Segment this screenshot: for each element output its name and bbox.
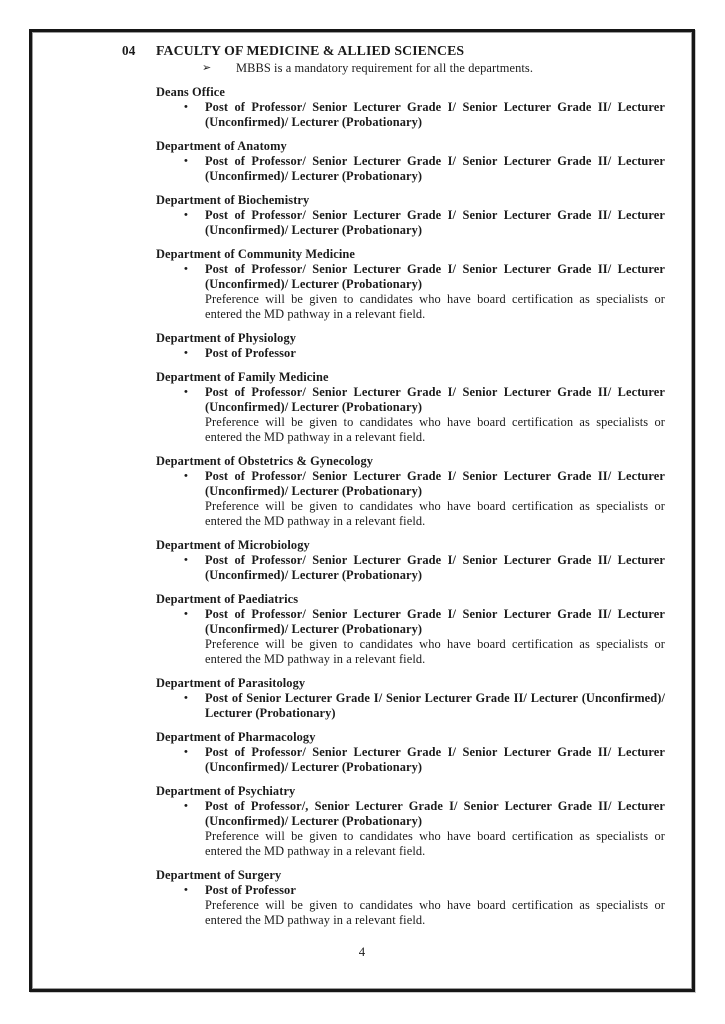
bullet-icon: • [184, 101, 188, 113]
page-number: 4 [358, 945, 366, 959]
general-note-text: MBBS is a mandatory requirement for all the departments. [236, 61, 534, 75]
post-text: Post of Professor/ Senior Lecturer Grade I/ Senior Lecturer Grade II/ Lecturer (Unconfirmed)/ Lecturer (Probationary) [205, 469, 665, 498]
department-heading: Department of Surgery [156, 868, 282, 882]
preference-note: Preference will be given to candidates who have board certification as specialists or entered the MD pathway in a relevant field. [205, 499, 665, 528]
post-text: Post of Senior Lecturer Grade I/ Senior Lecturer Grade II/ Lecturer (Unconfirmed)/ Lecturer (Probationary) [205, 691, 665, 720]
department-section [156, 868, 665, 928]
post-text: Post of Professor [205, 883, 296, 897]
post-bullet-row [184, 208, 665, 238]
department-section [156, 676, 665, 721]
post-text: Post of Professor/ Senior Lecturer Grade I/ Senior Lecturer Grade II/ Lecturer (Unconfirmed)/ Lecturer (Probationary) [205, 208, 665, 237]
post-text: Post of Professor/ Senior Lecturer Grade I/ Senior Lecturer Grade II/ Lecturer (Unconfirmed)/ Lecturer (Probationary) [205, 385, 665, 414]
bullet-icon: • [184, 470, 188, 482]
post-text: Post of Professor/ Senior Lecturer Grade I/ Senior Lecturer Grade II/ Lecturer (Unconfirmed)/ Lecturer (Probationary) [205, 607, 665, 636]
department-section [156, 730, 665, 775]
post-bullet-row [184, 346, 665, 361]
faculty-title: FACULTY OF MEDICINE & ALLIED SCIENCES [156, 43, 465, 58]
bullet-icon: • [184, 263, 188, 275]
post-bullet-row [184, 154, 665, 184]
department-heading: Deans Office [156, 85, 225, 99]
bullet-icon: • [184, 884, 188, 896]
arrow-bullet-icon: ➢ [202, 62, 212, 74]
department-heading: Department of Physiology [156, 331, 297, 345]
document-content [33, 33, 691, 928]
department-heading: Department of Anatomy [156, 139, 287, 153]
post-bullet-row [184, 469, 665, 499]
faculty-header [122, 43, 665, 58]
department-section [156, 784, 665, 859]
bullet-icon: • [184, 554, 188, 566]
department-heading: Department of Psychiatry [156, 784, 296, 798]
department-heading: Department of Microbiology [156, 538, 310, 552]
post-bullet-row [184, 691, 665, 721]
post-bullet-row [184, 385, 665, 415]
post-text: Post of Professor/ Senior Lecturer Grade I/ Senior Lecturer Grade II/ Lecturer (Unconfirmed)/ Lecturer (Probationary) [205, 154, 665, 183]
post-bullet-row [184, 799, 665, 829]
department-heading: Department of Obstetrics & Gynecology [156, 454, 374, 468]
department-heading: Department of Pharmacology [156, 730, 316, 744]
department-section [156, 85, 665, 130]
post-text: Post of Professor/ Senior Lecturer Grade I/ Senior Lecturer Grade II/ Lecturer (Unconfirmed)/ Lecturer (Probationary) [205, 262, 665, 291]
department-heading: Department of Community Medicine [156, 247, 356, 261]
preference-note: Preference will be given to candidates who have board certification as specialists or entered the MD pathway in a relevant field. [205, 292, 665, 321]
bullet-icon: • [184, 209, 188, 221]
bullet-icon: • [184, 608, 188, 620]
department-section [156, 247, 665, 322]
department-section [156, 592, 665, 667]
general-note-row [202, 61, 665, 76]
post-bullet-row [184, 553, 665, 583]
post-text: Post of Professor/, Senior Lecturer Grade I/ Senior Lecturer Grade II/ Lecturer (Unconfirmed)/ Lecturer (Probationary) [205, 799, 665, 828]
bullet-icon: • [184, 692, 188, 704]
page-border-frame [29, 29, 695, 992]
department-heading: Department of Paediatrics [156, 592, 299, 606]
bullet-icon: • [184, 155, 188, 167]
post-bullet-row [184, 745, 665, 775]
department-heading: Department of Family Medicine [156, 370, 329, 384]
post-bullet-row [184, 607, 665, 637]
department-section [156, 538, 665, 583]
post-bullet-row [184, 883, 665, 898]
page-border-inner-line [32, 32, 692, 989]
faculty-number: 04 [122, 43, 136, 58]
bullet-icon: • [184, 800, 188, 812]
post-text: Post of Professor/ Senior Lecturer Grade I/ Senior Lecturer Grade II/ Lecturer (Unconfirmed)/ Lecturer (Probationary) [205, 553, 665, 582]
bullet-icon: • [184, 347, 188, 359]
department-heading: Department of Biochemistry [156, 193, 310, 207]
department-section [156, 193, 665, 238]
post-text: Post of Professor [205, 346, 296, 360]
post-text: Post of Professor/ Senior Lecturer Grade I/ Senior Lecturer Grade II/ Lecturer (Unconfirmed)/ Lecturer (Probationary) [205, 100, 665, 129]
preference-note: Preference will be given to candidates who have board certification as specialists or entered the MD pathway in a relevant field. [205, 829, 665, 858]
sections [122, 85, 665, 928]
post-text: Post of Professor/ Senior Lecturer Grade I/ Senior Lecturer Grade II/ Lecturer (Unconfirmed)/ Lecturer (Probationary) [205, 745, 665, 774]
department-section [156, 454, 665, 529]
department-heading: Department of Parasitology [156, 676, 306, 690]
preference-note: Preference will be given to candidates who have board certification as specialists or entered the MD pathway in a relevant field. [205, 415, 665, 444]
preference-note: Preference will be given to candidates who have board certification as specialists or entered the MD pathway in a relevant field. [205, 898, 665, 927]
bullet-icon: • [184, 746, 188, 758]
department-section [156, 370, 665, 445]
department-section [156, 331, 665, 361]
post-bullet-row [184, 262, 665, 292]
post-bullet-row [184, 100, 665, 130]
preference-note: Preference will be given to candidates who have board certification as specialists or entered the MD pathway in a relevant field. [205, 637, 665, 666]
bullet-icon: • [184, 386, 188, 398]
department-section [156, 139, 665, 184]
